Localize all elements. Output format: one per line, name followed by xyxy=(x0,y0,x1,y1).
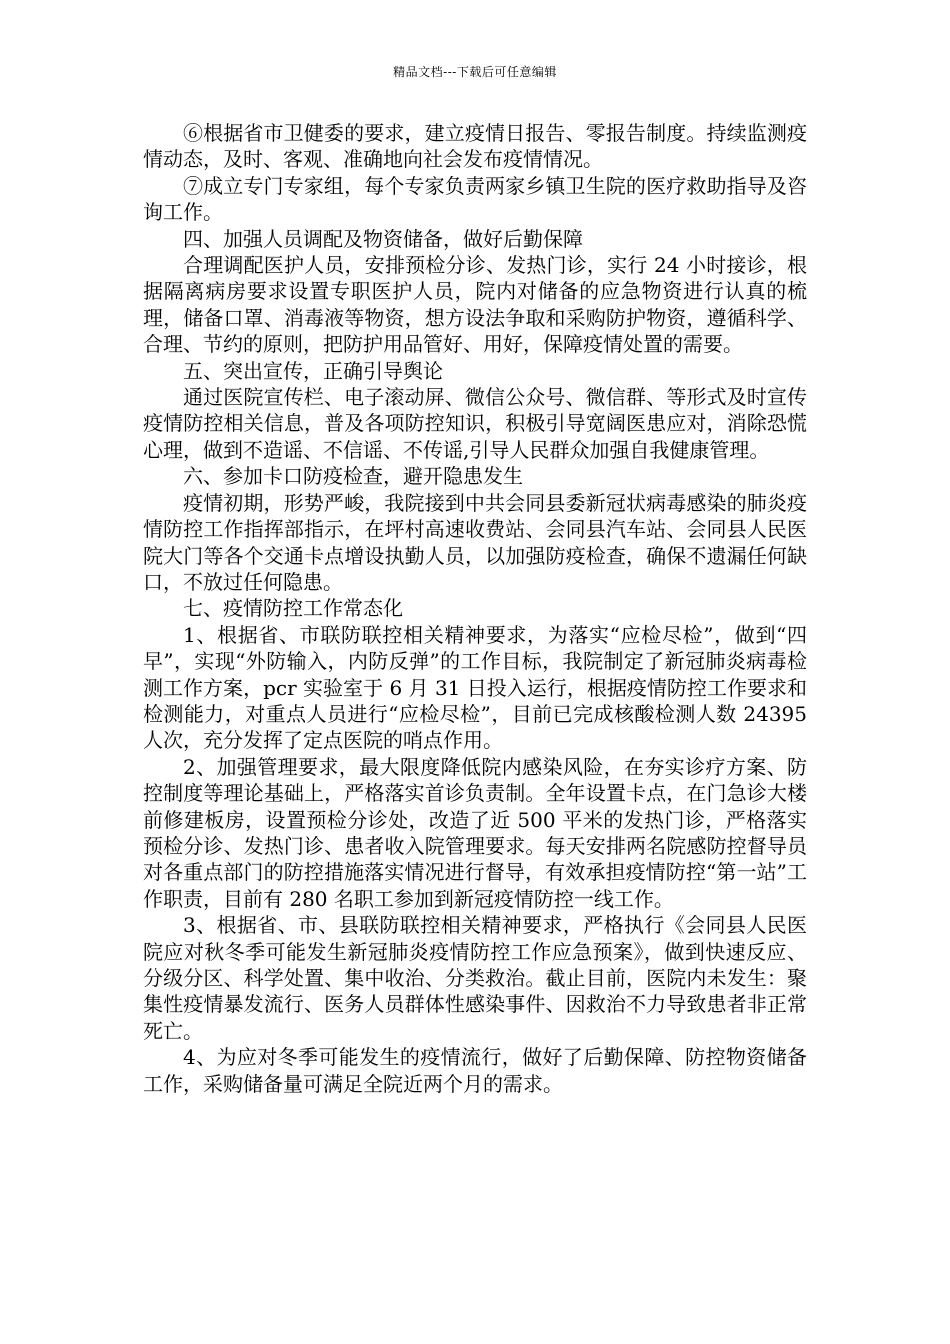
paragraph-item-1: 1、根据省、市联防联控相关精神要求，为落实“应检尽检”，做到“四早”，实现“外防输入，内防反弹”的工作目标，我院制定了新冠肺炎病毒检测工作方案，pcr 实验室于 6 月 31 日投入运行，根据疫情防控工作要求和检测能力，对重点人员进行“应检尽检”，目前已完成核酸检测人数 24395 人次，充分发挥了定点医院的哨点作用。 xyxy=(143,622,807,753)
paragraph-item-6: ⑥根据省市卫健委的要求，建立疫情日报告、零报告制度。持续监测疫情动态，及时、客观、准确地向社会发布疫情情况。 xyxy=(143,121,807,172)
paragraph-staffing: 合理调配医护人员，安排预检分诊、发热门诊，实行 24 小时接诊，根据隔离病房要求设置专职医护人员，院内对储备的应急物资进行认真的梳理，储备口罩、消毒液等物资，想方设法争取和采购防护物资，遵循科学、合理、节约的原则，把防护用品管好、用好，保障疫情处置的需要。 xyxy=(143,253,807,357)
paragraph-item-3: 3、根据省、市、县联防联控相关精神要求，严格执行《会同县人民医院应对秋冬季可能发生新冠肺炎疫情防控工作应急预案》，做到快速反应、分级分区、科学处置、集中收治、分类救治。截止目前，医院内未发生：聚集性疫情暴发流行、医务人员群体性感染事件、因救治不力导致患者非正常死亡。 xyxy=(143,913,807,1043)
paragraph-item-7: ⑦成立专门专家组，每个专家负责两家乡镇卫生院的医疗救助指导及咨询工作。 xyxy=(143,173,807,225)
section-heading-4: 四、加强人员调配及物资储备，做好后勤保障 xyxy=(183,226,583,251)
section-heading-6: 六、参加卡口防疫检查，避开隐患发生 xyxy=(183,464,523,489)
page-header: 精品文档---下载后可任意编辑 xyxy=(393,65,557,79)
section-heading-7: 七、疫情防控工作常态化 xyxy=(183,596,403,621)
paragraph-item-4: 4、为应对冬季可能发生的疫情流行，做好了后勤保障、防控物资储备工作，采购储备量可满足全院近两个月的需求。 xyxy=(143,1045,807,1096)
section-heading-5: 五、突出宣传，正确引导舆论 xyxy=(183,358,443,383)
paragraph-publicity: 通过医院宣传栏、电子滚动屏、微信公众号、微信群、等形式及时宣传疫情防控相关信息，普及各项防控知识，积极引导宽阔医患应对，消除恐慌心理，做到不造谣、不信谣、不传谣,引导人民群众加强自我健康管理。 xyxy=(143,385,807,462)
paragraph-item-2: 2、加强管理要求，最大限度降低院内感染风险，在夯实诊疗方案、防控制度等理论基础上，严格落实首诊负责制。全年设置卡点，在门急诊大楼前修建板房，设置预检分诊处，改造了近 500 平米的发热门诊，严格落实预检分诊、发热门诊、患者收入院管理要求。每天安排两名院感防控督导员对各重点部门的防控措施落实情况进行督导，有效承担疫情防控“第一站”工作职责，目前有 280 名职工参加到新冠疫情防控一线工作。 xyxy=(143,754,807,911)
document-body xyxy=(143,120,807,1097)
paragraph-checkpoints: 疫情初期，形势严峻，我院接到中共会同县委新冠状病毒感染的肺炎疫情防控工作指挥部指示，在坪村高速收费站、会同县汽车站、会同县人民医院大门等各个交通卡点增设执勤人员，以加强防疫检查，确保不遗漏任何缺口，不放过任何隐患。 xyxy=(143,490,807,594)
